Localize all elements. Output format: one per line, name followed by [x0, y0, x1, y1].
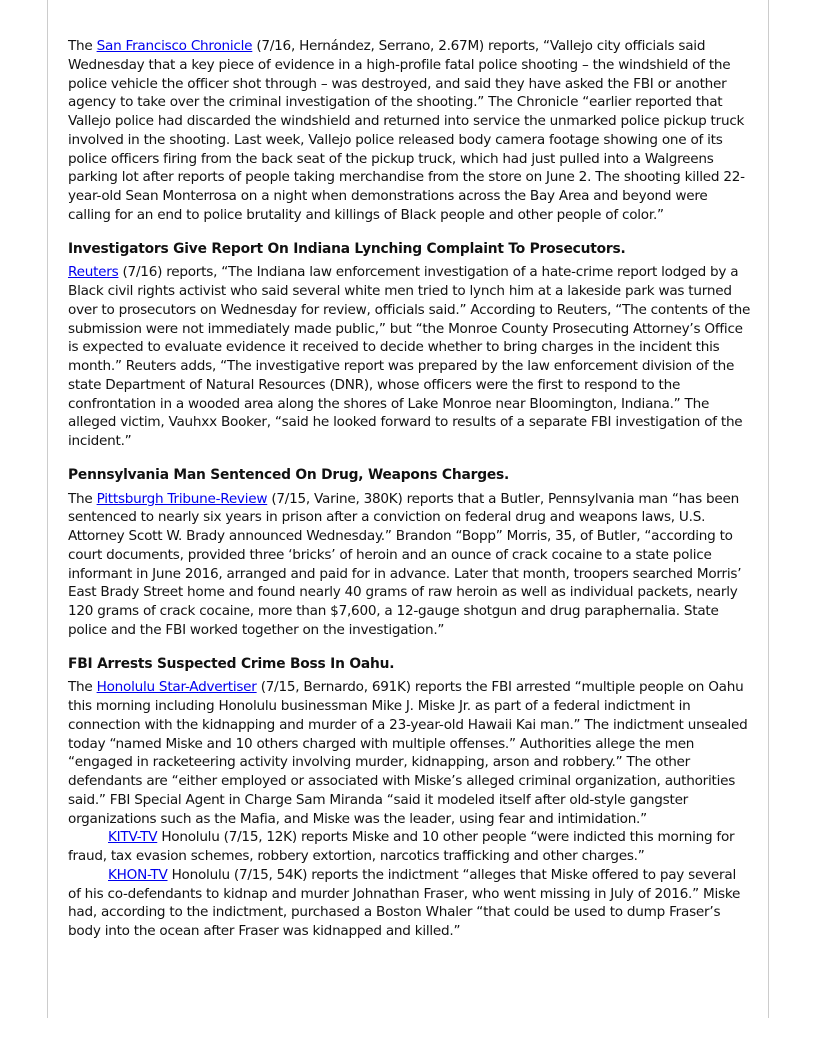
- paragraph-text: (7/15, Bernardo, 691K) reports the FBI arrested “multiple people on Oahu this morning including Honolulu businessman Mike J. Miske Jr. as part of a federal indictment in connection with the kidnapping and murder of a 23-year-old Hawaii Kai man.” The indictment unsealed today “named Miske and 10 others charged with multiple offenses.” Authorities allege the men “engaged in racketeering activity involving murder, kidnapping, arson and robbery.” The other defendants are “either employed or associated with Miske’s alleged criminal organization, authorities said.” FBI Special Agent in Charge Sam Miranda “said it modeled itself after old-style gangster organizations such as the Mafia, and Miske was the leader, using fear and intimidation.”: [68, 679, 748, 827]
- headline-indiana: Investigators Give Report On Indiana Lynching Complaint To Prosecutors.: [68, 240, 626, 257]
- source-link-sf-chronicle[interactable]: San Francisco Chronicle: [96, 38, 253, 54]
- source-link-khon[interactable]: KHON-TV: [108, 866, 168, 883]
- source-link-reuters[interactable]: Reuters: [68, 264, 119, 281]
- article-paragraph: [68, 828, 752, 866]
- source-link-tribune-review[interactable]: Pittsburgh Tribune-Review: [96, 490, 268, 507]
- headline-oahu: FBI Arrests Suspected Crime Boss In Oahu.: [68, 655, 395, 672]
- paragraph-prefix: The: [68, 38, 97, 54]
- paragraph-text: (7/16) reports, “The Indiana law enforcement investigation of a hate-crime report lodged by a Black civil rights activist who said several white men tried to lynch him at a lakeside park was turned over to prosecutors on Wednesday for review, officials said.” According to Reuters, “The contents of the submission were not immediately made public,” but “the Monroe County Prosecuting Attorney’s Office is expected to evaluate evidence it received to decide whether to bring charges in the incident this month.” Reuters adds, “The investigative report was prepared by the law enforcement division of the state Department of Natural Resources (DNR), whose officers were the first to respond to the confrontation in a wooded area along the shores of Lake Monroe near Bloomington, Indiana.” The alleged victim, Vauhxx Booker, “said he looked forward to results of a separate FBI investigation of the incident.”: [68, 264, 751, 449]
- paragraph-text: (7/15, Varine, 380K) reports that a Butler, Pennsylvania man “has been sentenced to nearly six years in prison after a conviction on federal drug and weapons laws, U.S. Attorney Scott W. Brady announced Wednesday.” Brandon “Bopp” Morris, 35, of Butler, “according to court documents, provided three ‘bricks’ of heroin and an ounce of crack cocaine to a state police informant in June 2016, arranged and paid for in advance. Later that month, troopers searched Morris’ East Brady Street home and found nearly 40 grams of raw heroin as well as individual packets, nearly 120 grams of crack cocaine, more than $7,600, a 12-gauge shotgun and drug paraphernalia. State police and the FBI worked together on the investigation.”: [68, 490, 742, 638]
- document-content: [68, 37, 752, 941]
- document-page: [47, 0, 769, 1018]
- paragraph-text: Honolulu (7/15, 12K) reports Miske and 10 other people “were indicted this morning for fraud, tax evasion schemes, robbery extortion, narcotics trafficking and other charges.”: [68, 829, 735, 864]
- paragraph-text: (7/16, Hernández, Serrano, 2.67M) reports, “Vallejo city officials said Wednesday that a key piece of evidence in a high-profile fatal police shooting – the windshield of the police vehicle the officer shot through – was destroyed, and said they have asked the FBI or another agency to take over the criminal investigation of the shooting.” The Chronicle “earlier reported that Vallejo police had discarded the windshield and returned into service the unmarked police pickup truck involved in the shooting. Last week, Vallejo police released body camera footage showing one of its police officers firing from the back seat of the pickup truck, which had just pulled into a Walgreens parking lot after reports of people taking merchandise from the store on June 2. The shooting killed 22-year-old Sean Monterrosa on a night when demonstrations across the Bay Area and beyond were calling for an end to police brutality and killings of Black people and other people of color.”: [68, 38, 745, 223]
- paragraph-prefix: The: [68, 490, 97, 507]
- article-paragraph: [68, 866, 752, 941]
- paragraph-prefix: The: [68, 679, 97, 696]
- headline-pennsylvania: Pennsylvania Man Sentenced On Drug, Weapons Charges.: [68, 466, 510, 483]
- article-paragraph: [68, 37, 752, 225]
- source-link-kitv[interactable]: KITV-TV: [108, 829, 158, 846]
- paragraph-text: Honolulu (7/15, 54K) reports the indictment “alleges that Miske offered to pay several of his co-defendants to kidnap and murder Johnathan Fraser, who went missing in July of 2016.” Miske had, according to the indictment, purchased a Boston Whaler “that could be used to dump Fraser’s body into the ocean after Fraser was kidnapped and killed.”: [68, 866, 741, 939]
- article-paragraph: [68, 490, 752, 640]
- article-paragraph: [68, 263, 752, 451]
- article-paragraph: [68, 678, 752, 828]
- source-link-star-advertiser[interactable]: Honolulu Star-Advertiser: [96, 679, 257, 696]
